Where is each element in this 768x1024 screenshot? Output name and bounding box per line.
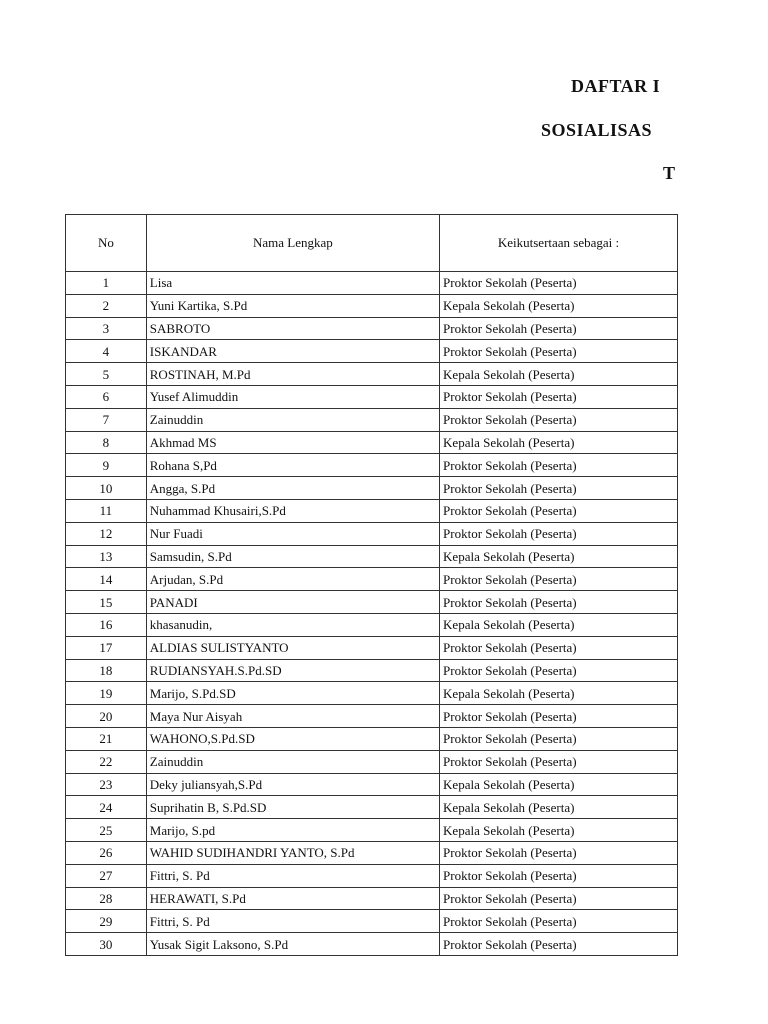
no-cell: 6 (66, 385, 147, 408)
role-cell: Proktor Sekolah (Peserta) (440, 750, 678, 773)
header-name: Nama Lengkap (146, 215, 439, 272)
role-cell: Proktor Sekolah (Peserta) (440, 272, 678, 295)
role-cell: Proktor Sekolah (Peserta) (440, 933, 678, 956)
no-cell: 19 (66, 682, 147, 705)
table-row (66, 499, 678, 522)
table-row (66, 340, 678, 363)
role-cell: Proktor Sekolah (Peserta) (440, 454, 678, 477)
no-cell: 14 (66, 568, 147, 591)
role-cell: Proktor Sekolah (Peserta) (440, 636, 678, 659)
name-cell: ISKANDAR (146, 340, 439, 363)
role-cell: Proktor Sekolah (Peserta) (440, 887, 678, 910)
table-row (66, 545, 678, 568)
table-row (66, 864, 678, 887)
table-row (66, 431, 678, 454)
table-row (66, 317, 678, 340)
no-cell: 3 (66, 317, 147, 340)
role-cell: Kepala Sekolah (Peserta) (440, 545, 678, 568)
role-cell: Proktor Sekolah (Peserta) (440, 841, 678, 864)
name-cell: Arjudan, S.Pd (146, 568, 439, 591)
table-row (66, 910, 678, 933)
role-cell: Proktor Sekolah (Peserta) (440, 705, 678, 728)
role-cell: Proktor Sekolah (Peserta) (440, 568, 678, 591)
no-cell: 10 (66, 477, 147, 500)
role-cell: Kepala Sekolah (Peserta) (440, 363, 678, 386)
table-row (66, 363, 678, 386)
name-cell: Maya Nur Aisyah (146, 705, 439, 728)
role-cell: Proktor Sekolah (Peserta) (440, 385, 678, 408)
name-cell: Marijo, S.pd (146, 819, 439, 842)
no-cell: 13 (66, 545, 147, 568)
table-row (66, 796, 678, 819)
no-cell: 28 (66, 887, 147, 910)
no-cell: 21 (66, 727, 147, 750)
no-cell: 23 (66, 773, 147, 796)
name-cell: Akhmad MS (146, 431, 439, 454)
role-cell: Proktor Sekolah (Peserta) (440, 477, 678, 500)
name-cell: Nur Fuadi (146, 522, 439, 545)
no-cell: 18 (66, 659, 147, 682)
no-cell: 7 (66, 408, 147, 431)
table-row (66, 841, 678, 864)
name-cell: Lisa (146, 272, 439, 295)
name-cell: Fittri, S. Pd (146, 864, 439, 887)
table-row (66, 591, 678, 614)
name-cell: Suprihatin B, S.Pd.SD (146, 796, 439, 819)
table-row (66, 705, 678, 728)
no-cell: 27 (66, 864, 147, 887)
no-cell: 30 (66, 933, 147, 956)
no-cell: 24 (66, 796, 147, 819)
table-row (66, 408, 678, 431)
no-cell: 5 (66, 363, 147, 386)
no-cell: 20 (66, 705, 147, 728)
role-cell: Proktor Sekolah (Peserta) (440, 499, 678, 522)
no-cell: 2 (66, 294, 147, 317)
name-cell: Samsudin, S.Pd (146, 545, 439, 568)
name-cell: Fittri, S. Pd (146, 910, 439, 933)
name-cell: WAHONO,S.Pd.SD (146, 727, 439, 750)
name-cell: RUDIANSYAH.S.Pd.SD (146, 659, 439, 682)
table-header-row (66, 215, 678, 272)
no-cell: 12 (66, 522, 147, 545)
role-cell: Kepala Sekolah (Peserta) (440, 773, 678, 796)
role-cell: Kepala Sekolah (Peserta) (440, 294, 678, 317)
role-cell: Proktor Sekolah (Peserta) (440, 591, 678, 614)
name-cell: Yusak Sigit Laksono, S.Pd (146, 933, 439, 956)
table-row (66, 385, 678, 408)
name-cell: ALDIAS SULISTYANTO (146, 636, 439, 659)
name-cell: Nuhammad Khusairi,S.Pd (146, 499, 439, 522)
name-cell: Deky juliansyah,S.Pd (146, 773, 439, 796)
name-cell: Rohana S,Pd (146, 454, 439, 477)
name-cell: WAHID SUDIHANDRI YANTO, S.Pd (146, 841, 439, 864)
name-cell: Yusef Alimuddin (146, 385, 439, 408)
role-cell: Kepala Sekolah (Peserta) (440, 431, 678, 454)
name-cell: Zainuddin (146, 750, 439, 773)
role-cell: Proktor Sekolah (Peserta) (440, 864, 678, 887)
name-cell: ROSTINAH, M.Pd (146, 363, 439, 386)
table-row (66, 454, 678, 477)
table-row (66, 659, 678, 682)
name-cell: khasanudin, (146, 613, 439, 636)
no-cell: 16 (66, 613, 147, 636)
table-row (66, 613, 678, 636)
role-cell: Proktor Sekolah (Peserta) (440, 317, 678, 340)
no-cell: 29 (66, 910, 147, 933)
table-row (66, 773, 678, 796)
name-cell: SABROTO (146, 317, 439, 340)
document-title-line-3: T (663, 163, 676, 183)
table-row (66, 477, 678, 500)
role-cell: Proktor Sekolah (Peserta) (440, 408, 678, 431)
no-cell: 11 (66, 499, 147, 522)
table-row (66, 682, 678, 705)
table-row (66, 727, 678, 750)
no-cell: 26 (66, 841, 147, 864)
role-cell: Kepala Sekolah (Peserta) (440, 796, 678, 819)
table-row (66, 750, 678, 773)
role-cell: Kepala Sekolah (Peserta) (440, 613, 678, 636)
no-cell: 15 (66, 591, 147, 614)
no-cell: 1 (66, 272, 147, 295)
table-row (66, 522, 678, 545)
header-no: No (66, 215, 147, 272)
no-cell: 25 (66, 819, 147, 842)
role-cell: Kepala Sekolah (Peserta) (440, 819, 678, 842)
table-row (66, 819, 678, 842)
role-cell: Proktor Sekolah (Peserta) (440, 910, 678, 933)
table-row (66, 294, 678, 317)
name-cell: Yuni Kartika, S.Pd (146, 294, 439, 317)
document-title-line-2: SOSIALISAS (541, 120, 653, 140)
name-cell: HERAWATI, S.Pd (146, 887, 439, 910)
table-row (66, 933, 678, 956)
name-cell: PANADI (146, 591, 439, 614)
role-cell: Proktor Sekolah (Peserta) (440, 659, 678, 682)
document-title-line-1: DAFTAR I (571, 76, 661, 96)
no-cell: 17 (66, 636, 147, 659)
no-cell: 4 (66, 340, 147, 363)
name-cell: Zainuddin (146, 408, 439, 431)
role-cell: Proktor Sekolah (Peserta) (440, 340, 678, 363)
no-cell: 8 (66, 431, 147, 454)
no-cell: 9 (66, 454, 147, 477)
name-cell: Marijo, S.Pd.SD (146, 682, 439, 705)
table-row (66, 568, 678, 591)
role-cell: Proktor Sekolah (Peserta) (440, 727, 678, 750)
table-row (66, 887, 678, 910)
role-cell: Proktor Sekolah (Peserta) (440, 522, 678, 545)
role-cell: Kepala Sekolah (Peserta) (440, 682, 678, 705)
header-role: Keikutsertaan sebagai : (440, 215, 678, 272)
participant-table (65, 214, 678, 956)
no-cell: 22 (66, 750, 147, 773)
table-row (66, 272, 678, 295)
name-cell: Angga, S.Pd (146, 477, 439, 500)
table-row (66, 636, 678, 659)
